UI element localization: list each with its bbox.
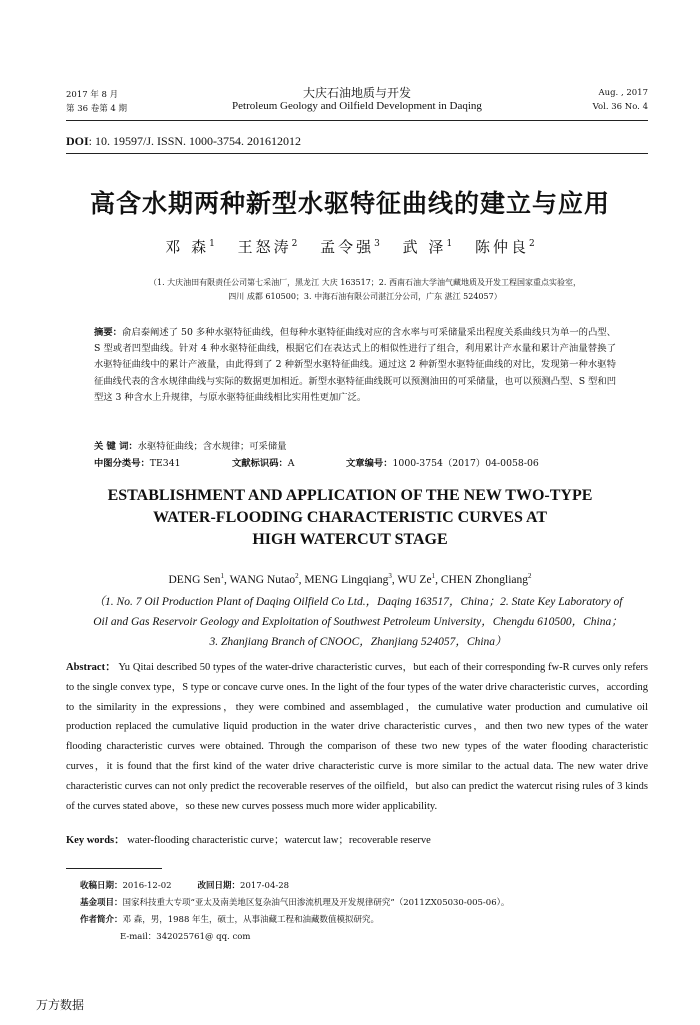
keywords-en-label: Key words： — [66, 835, 125, 846]
paper-title-en — [60, 485, 640, 551]
abstract-en — [66, 658, 648, 816]
paper-title-cn: 高含水期两种新型水驱特征曲线的建立与应用 — [89, 189, 610, 218]
header-date-cn: 2017 年 8 月 — [66, 90, 119, 100]
author-list-en: DENG Sen$^1$, WANG Nutao$^2$, MENG Lingqiang$^3$, WU Ze$^1$, CHEN Zhongliang$^2$ — [168, 572, 532, 586]
clc-number: 中图分类号：TE341 — [94, 458, 181, 469]
keywords-cn — [94, 438, 286, 452]
affiliation-cn-line: 四川 成都 610500；3. 中海石油有限公司湛江分公司，广东 湛江 524057） — [228, 292, 502, 301]
affiliation-en-line: （1. No. 7 Oil Production Plant of Daqing Oilfield Co Ltd.，Daqing 163517，China；2. State Key Laboratory of — [93, 596, 623, 608]
fund-line: 基金项目：国家科技重大专项“亚太及南美地区复杂油气田渗流机理及开发规律研究”（2011ZX05030-005-06）。 — [80, 898, 510, 908]
abstract-cn — [94, 325, 616, 406]
affiliation-en-line: Oil and Gas Reservoir Geology and Exploitation of Southwest Petroleum University，Chengdu 610500，China； — [93, 616, 623, 628]
author-cn: 王怒涛$^2$ — [237, 238, 298, 256]
author-en: DENG Sen$^1$ — [168, 572, 225, 586]
abstract-cn-text: 俞启泰阐述了 50 多种水驱特征曲线，但每种水驱特征曲线对应的含水率与可采储量采出程度关系曲线只为单一的凸型、S 型或者凹型曲线。针对 4 种水驱特征曲线，根据它们在表达式上的相似性进行了组合，利用累计产水量和累计产油量替换了水驱特征曲线中的累计产液量，由此得到了 2 种新型水驱特征曲线。通过这 2 种新型水驱特征曲线的对比，发现第一种水驱特征曲线代表的含水规律曲线与实际的数据更加相近。新型水驱特征曲线既可以预测油田的可采储量，也可以预测凸型、S 型和凹型这 3 种含水上升规律，与原水驱特征曲线相比实用性更加广泛。 — [94, 327, 616, 403]
header-volume-en: Vol. 36 No. 4 — [592, 102, 648, 112]
article-number: 文章编号：1000-3754（2017）04-0058-06 — [346, 458, 539, 469]
document-code: 文献标识码：A — [232, 458, 295, 469]
dates-line: 收稿日期：2016-12-02 改回日期：2017-04-28 — [80, 881, 290, 891]
affiliation-cn — [100, 276, 630, 304]
watermark: 万方数据 — [36, 998, 85, 1012]
email-line: E-mail：342025761@ qq. com — [120, 932, 251, 942]
keywords-cn-text: 水驱特征曲线；含水规律；可采储量 — [137, 441, 287, 452]
author-cn: 陈仲良$^2$ — [474, 238, 535, 256]
header-journal-en: Petroleum Geology and Oilfield Development in Daqing — [232, 100, 482, 112]
abstract-en-text: Yu Qitai described 50 types of the water-drive characteristic curves，but each of their corresponding fw-R curves only refers to the single convex type，S type or concave curve ones. In the light of the four types of the water drive characteristic curves，according to the similarity in the expressions，they were combined and assemblaged，the cumulative water production and cumulative oil production replaced the cumulative liquid production in the water drive characteristic curves，and then two new types of the water flooding characteristic curves were obtained. Through the comparison of these two new types of the water flooding characteristic curves，it is found that the first kind of the water drive characteristic curve is more similar to the actual data. The new water drive characteristic curves can not only predict the recoverable reserves of the oilfield，but also can predict the watercut rising rules of 3 kinds of the curves stated above，so these new curves possess much more wider applicability. — [66, 662, 648, 812]
title-en-line: WATER-FLOODING CHARACTERISTIC CURVES AT — [152, 509, 547, 526]
author-en: WU Ze$^1$ — [397, 572, 436, 586]
header-date-en: Aug. , 2017 — [598, 88, 648, 98]
author-list-cn — [40, 236, 660, 257]
author-en: MENG Lingqiang$^3$ — [304, 572, 392, 586]
footnote-rule — [66, 868, 162, 869]
doi-value: 10. 19597/J. ISSN. 1000-3754. 201612012 — [95, 134, 302, 148]
doi-rule — [66, 153, 648, 154]
title-en-line: ESTABLISHMENT AND APPLICATION OF THE NEW TWO-TYPE — [107, 487, 593, 504]
author-en: CHEN Zhongliang$^2$ — [440, 572, 532, 586]
footnotes — [80, 878, 648, 946]
abstract-cn-label: 摘要： — [94, 327, 123, 338]
doi-line: DOI: 10. 19597/J. ISSN. 1000-3754. 201612012 — [66, 134, 302, 148]
running-header — [66, 88, 648, 118]
affiliation-en-line: 3. Zhanjiang Branch of CNOOC，Zhanjiang 524057，China） — [209, 636, 507, 648]
author-bio-line: 作者简介：邓 森，男，1988 年生，硕士，从事油藏工程和油藏数值模拟研究。 — [80, 915, 380, 925]
affiliation-cn-line: （1. 大庆油田有限责任公司第七采油厂，黑龙江 大庆 163517；2. 西南石油大学油气藏地质及开发工程国家重点实验室， — [149, 278, 581, 287]
header-journal-cn: 大庆石油地质与开发 — [302, 86, 411, 100]
author-cn: 武 泽$^1$ — [402, 238, 453, 256]
abstract-en-label: Abstract： — [66, 662, 116, 673]
author-cn: 邓 森$^1$ — [165, 238, 215, 256]
keywords-cn-label: 关 键 词： — [94, 441, 138, 452]
affiliation-en — [72, 592, 644, 652]
author-en: WANG Nutao$^2$ — [229, 572, 299, 586]
header-volume-cn: 第 36 卷第 4 期 — [66, 104, 128, 114]
author-cn: 孟令强$^3$ — [320, 238, 380, 256]
title-en-line: HIGH WATERCUT STAGE — [252, 531, 448, 548]
header-rule — [66, 120, 648, 121]
doi-label: DOI — [66, 134, 89, 148]
keywords-en-text: water-flooding characteristic curve；watercut law；recoverable reserve — [127, 835, 431, 846]
keywords-en — [66, 832, 431, 847]
